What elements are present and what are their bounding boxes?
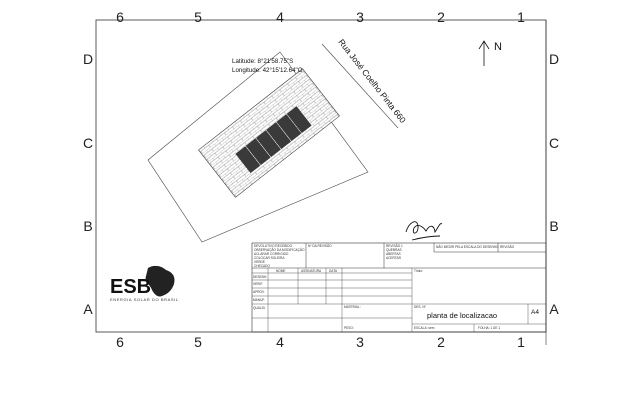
- top-grid-number: 4: [276, 9, 284, 25]
- left-grid-letter: B: [83, 218, 93, 234]
- top-grid-number: 3: [356, 9, 364, 25]
- bottom-grid-numbers: [116, 334, 525, 350]
- drawing-title: planta de localizacao: [427, 311, 498, 320]
- right-grid-letter: B: [549, 218, 559, 234]
- revision-note: ACLARAR CORRIGIDO: [254, 252, 289, 256]
- right-grid-letters: [549, 51, 559, 317]
- material-label: MATERIAL:: [344, 305, 361, 309]
- remark-text: QUEBRAS: [386, 248, 402, 252]
- north-label: N: [494, 41, 502, 53]
- remark-text: ABERTAS: [386, 252, 401, 256]
- top-grid-number: 1: [517, 9, 525, 25]
- right-grid-letter: C: [548, 135, 560, 151]
- top-grid-number: 2: [437, 9, 445, 25]
- revision-field: REVISÃO: [500, 245, 515, 249]
- bottom-grid-number: 4: [276, 334, 284, 350]
- tolerance-note: NÃO MEDIR PELA ESCALA DO DESENHO: [436, 245, 499, 249]
- row-label: MANUF.: [253, 298, 265, 302]
- row-label: APROV.: [253, 290, 265, 294]
- column-header-signature: ASSINATURA: [301, 269, 322, 273]
- bottom-grid-number: 3: [356, 334, 364, 350]
- column-header-date: DATA: [329, 269, 338, 273]
- right-grid-letter: D: [548, 51, 560, 67]
- top-grid-numbers: [116, 9, 525, 25]
- left-grid-letter: A: [83, 301, 93, 317]
- weight-label: PESO:: [344, 326, 354, 330]
- revision-note: VERDE: [254, 260, 265, 264]
- logo-tagline: ENERGIA SOLAR DO BRASIL: [110, 297, 179, 302]
- title-block: [252, 243, 546, 332]
- bottom-grid-number: 5: [194, 334, 202, 350]
- latitude-label: Latitude: 8°21'58.75"S: [232, 58, 294, 65]
- page-label: FOLHA: 1 DE 1: [478, 326, 501, 330]
- revision-note: COLOCAR SOLEIRA: [254, 256, 285, 260]
- left-grid-letters: [83, 51, 93, 317]
- drawing-number-label: DES. Nº: [414, 305, 426, 309]
- title-label: Título:: [414, 269, 423, 273]
- left-grid-letter: D: [82, 51, 94, 67]
- column-header-name: NOME: [276, 269, 286, 273]
- revision-note: CHECADO: [254, 264, 270, 268]
- site-plan: [148, 37, 502, 242]
- revision-note: OBSERVAÇÃO DA MODIFICAÇÃO: [254, 248, 305, 252]
- bottom-grid-number: 1: [517, 334, 525, 350]
- row-label: DESENH.: [253, 275, 268, 279]
- remark-text: REVISÃO 1: [386, 244, 403, 248]
- row-label: VERIF.: [253, 282, 263, 286]
- sheet-size: A4: [531, 309, 539, 316]
- street-label: Rua José Coelho Pinta 660: [336, 37, 409, 125]
- signature: [406, 222, 442, 240]
- revision-note: DEVOLUTIVO RECEBIDO: [254, 244, 293, 248]
- top-grid-number: 6: [116, 9, 124, 25]
- company-logo: [110, 266, 179, 302]
- longitude-label: Longitude: 42°15'12.64"O: [232, 67, 303, 74]
- roof: [199, 69, 340, 198]
- bottom-grid-number: 2: [437, 334, 445, 350]
- top-grid-number: 5: [194, 9, 202, 25]
- left-grid-letter: C: [82, 135, 94, 151]
- logo-initials: ESB: [110, 276, 152, 298]
- right-grid-letter: A: [549, 301, 559, 317]
- row-label: QUALID.: [253, 306, 266, 310]
- remark-text: ACERTAR: [386, 256, 401, 260]
- revision-number-label: Nº DA REVISÃO: [308, 244, 332, 248]
- bottom-grid-number: 6: [116, 334, 124, 350]
- north-arrow: [479, 41, 502, 66]
- scale-label: ESCALA: sem: [414, 326, 435, 330]
